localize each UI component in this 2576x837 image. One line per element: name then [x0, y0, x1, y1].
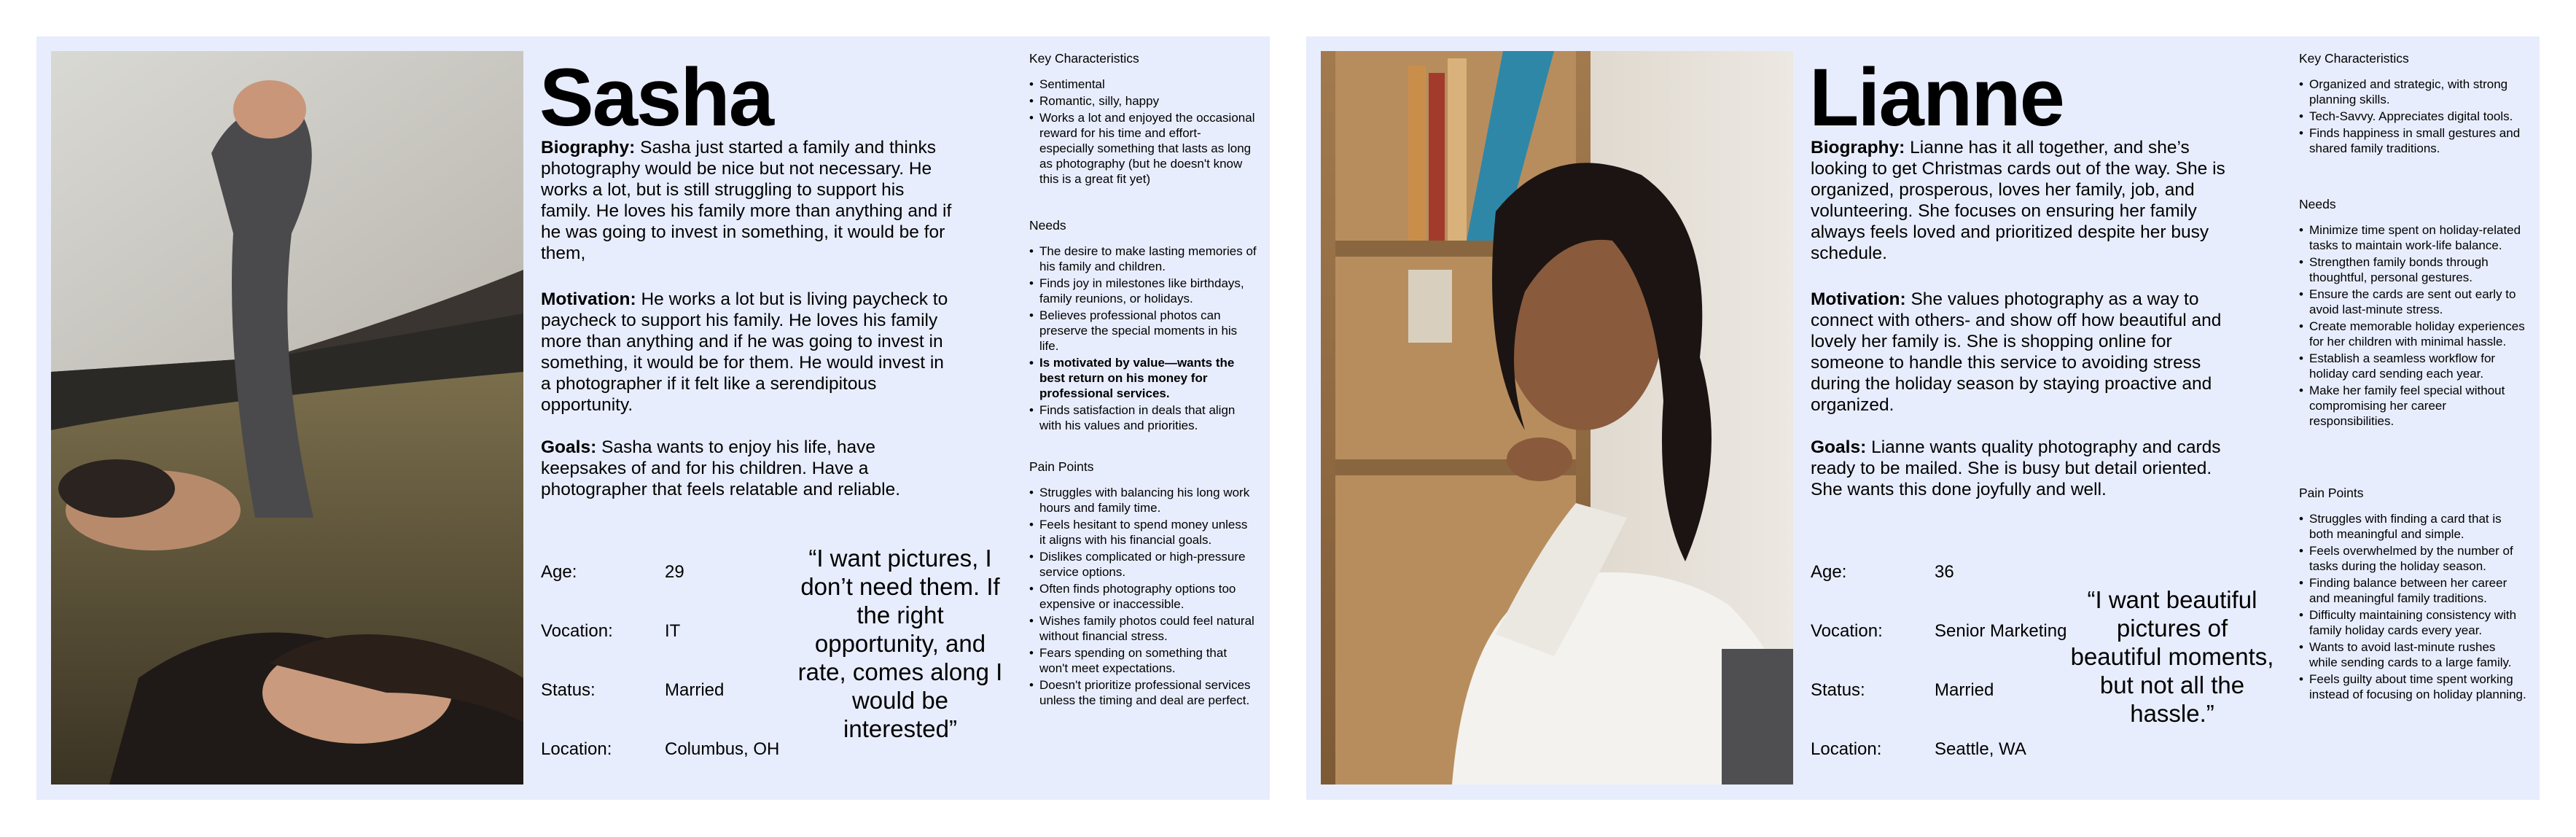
list-item: • Minimize time spent on holiday-related tasks to maintain work-life balance. [2299, 222, 2526, 253]
pain-points-title: Pain Points [2299, 486, 2364, 500]
persona-quote: “I want beautiful pictures of beautiful moments, but not all the hassle.” [2070, 586, 2274, 727]
goals-body: Sasha wants to enjoy his life, have keepsakes of and for his children. Have a photographer that feels relatable and reliable. [541, 437, 901, 499]
list-item: • Feels guilty about time spent working instead of focusing on holiday planning. [2299, 671, 2526, 702]
motivation-body: He works a lot but is living paycheck to paycheck to support his family. He loves his family more than anything and if he was going to invest in something, it would be for them. He would invest in a photographer if it felt like a serendipitous opportunity. [541, 289, 948, 415]
list-item: • Create memorable holiday experiences for her children with minimal hassle. [2299, 319, 2526, 349]
needs-list [1029, 244, 1257, 433]
fact-value: Columbus, OH [665, 739, 780, 759]
motivation-text [541, 289, 956, 416]
list-item: • Struggles with balancing his long work hours and family time. [1029, 485, 1257, 515]
list-item: • Finds happiness in small gestures and shared family traditions. [2299, 125, 2526, 156]
list-item: • Often finds photography options too expensive or inaccessible. [1029, 581, 1257, 612]
list-item: • Tech-Savvy. Appreciates digital tools. [2299, 109, 2526, 124]
persona-quote: “I want pictures, I don’t need them. If the right opportunity, and rate, comes along I would be interested” [797, 545, 1003, 742]
list-item: • Dislikes complicated or high-pressure service options. [1029, 549, 1257, 580]
pain-points-list [2299, 511, 2526, 702]
list-item: • Finds joy in milestones like birthdays, family reunions, or holidays. [1029, 276, 1257, 306]
biography-body: Lianne has it all together, and she’s looking to get Christmas cards out of the way. She is organized, prosperous, loves her family, job, and volunteering. She focuses on ensuring her family always feels loved and prioritized despite her busy schedule. [1811, 138, 2225, 263]
list-item: • Establish a seamless workflow for holiday card sending each year. [2299, 351, 2526, 381]
list-item: • Sentimental [1029, 77, 1257, 92]
fact-value: Married [665, 680, 725, 700]
pain-points-list [1029, 485, 1257, 708]
list-item: • Works a lot and enjoyed the occasional reward for his time and effort- especially something that lasts as long as photography (but he doesn't know this is a great fit yet) [1029, 110, 1257, 187]
needs-section [2299, 197, 2526, 430]
fact-label: Vocation: [1811, 621, 1883, 641]
biography-label: Biography: [1811, 138, 1905, 157]
persona-card-lianne [1306, 36, 2540, 800]
list-item: • Difficulty maintaining consistency with family holiday cards every year. [2299, 607, 2526, 638]
goals-text [541, 437, 956, 500]
pain-points-section [1029, 459, 1257, 709]
persona-photo-sasha [51, 51, 523, 785]
key-characteristics-section [2299, 51, 2526, 157]
fact-value: 29 [665, 562, 684, 582]
needs-title: Needs [1029, 218, 1066, 233]
list-item: • Feels hesitant to spend money unless it aligns with his financial goals. [1029, 517, 1257, 548]
list-item: • Doesn't prioritize professional services unless the timing and deal are perfect. [1029, 677, 1257, 708]
motivation-label: Motivation: [541, 289, 636, 309]
motivation-text [1811, 289, 2226, 416]
list-item: • Strengthen family bonds through thoughtful, personal gestures. [2299, 254, 2526, 285]
list-item: • Romantic, silly, happy [1029, 93, 1257, 109]
persona-name: Sasha [539, 52, 773, 143]
list-item: • Finds satisfaction in deals that align with his values and priorities. [1029, 402, 1257, 433]
list-item: • The desire to make lasting memories of his family and children. [1029, 244, 1257, 274]
list-item: • Wants to avoid last-minute rushes while sending cards to a large family. [2299, 639, 2526, 670]
pain-points-title: Pain Points [1029, 459, 1094, 474]
fact-value: Married [1935, 680, 1994, 700]
motivation-body: She values photography as a way to connect with others- and show off how beautiful and lovely her family is. She is shopping online for someone to handle this service to avoiding stress during the holiday season by staying proactive and organized. [1811, 289, 2222, 415]
motivation-label: Motivation: [1811, 289, 1906, 309]
biography-text [1811, 137, 2226, 264]
needs-list [2299, 222, 2526, 429]
persona-name: Lianne [1809, 52, 2064, 143]
list-item: • Believes professional photos can preserve the special moments in his life. [1029, 308, 1257, 354]
goals-label: Goals: [541, 437, 597, 457]
fact-value: 36 [1935, 562, 1954, 582]
family-photo-image [51, 51, 523, 785]
needs-section [1029, 218, 1257, 435]
fact-label: Vocation: [541, 621, 613, 641]
fact-label: Age: [1811, 562, 1847, 582]
goals-label: Goals: [1811, 437, 1867, 457]
list-item: • Ensure the cards are sent out early to avoid last-minute stress. [2299, 287, 2526, 317]
goals-text [1811, 437, 2226, 500]
list-item: • Finding balance between her career and meaningful family traditions. [2299, 575, 2526, 606]
persona-card-sasha [36, 36, 1270, 800]
key-characteristics-title: Key Characteristics [1029, 51, 1139, 66]
fact-value: Seattle, WA [1935, 739, 2026, 759]
list-item: • Is motivated by value—wants the best return on his money for professional services. [1029, 355, 1257, 401]
list-item: • Organized and strategic, with strong planning skills. [2299, 77, 2526, 107]
fact-label: Location: [1811, 739, 1882, 759]
key-characteristics-list [1029, 77, 1257, 187]
key-characteristics-title: Key Characteristics [2299, 51, 2409, 66]
needs-title: Needs [2299, 197, 2336, 211]
fact-value: Senior Marketing [1935, 621, 2067, 641]
key-characteristics-section [1029, 51, 1257, 188]
biography-body: Sasha just started a family and thinks photography would be nice but not necessary. He works a lot, but is still struggling to support his family. He loves his family more than anything and if he was going to invest in something, it would be for them, [541, 138, 952, 263]
pain-points-section [2299, 486, 2526, 704]
key-characteristics-list [2299, 77, 2526, 156]
biography-text [541, 137, 956, 264]
persona-photo-lianne [1321, 51, 1793, 785]
list-item: • Feels overwhelmed by the number of tasks during the holiday season. [2299, 543, 2526, 574]
portrait-photo-image [1321, 51, 1793, 785]
list-item: • Fears spending on something that won't meet expectations. [1029, 645, 1257, 676]
list-item: • Struggles with finding a card that is both meaningful and simple. [2299, 511, 2526, 542]
fact-value: IT [665, 621, 681, 641]
fact-label: Status: [1811, 680, 1865, 700]
fact-label: Location: [541, 739, 612, 759]
list-item: • Make her family feel special without compromising her career responsibilities. [2299, 383, 2526, 429]
biography-label: Biography: [541, 138, 636, 157]
fact-label: Status: [541, 680, 596, 700]
list-item: • Wishes family photos could feel natural without financial stress. [1029, 613, 1257, 644]
fact-label: Age: [541, 562, 577, 582]
goals-body: Lianne wants quality photography and cards ready to be mailed. She is busy but detail oriented. She wants this done joyfully and well. [1811, 437, 2221, 499]
